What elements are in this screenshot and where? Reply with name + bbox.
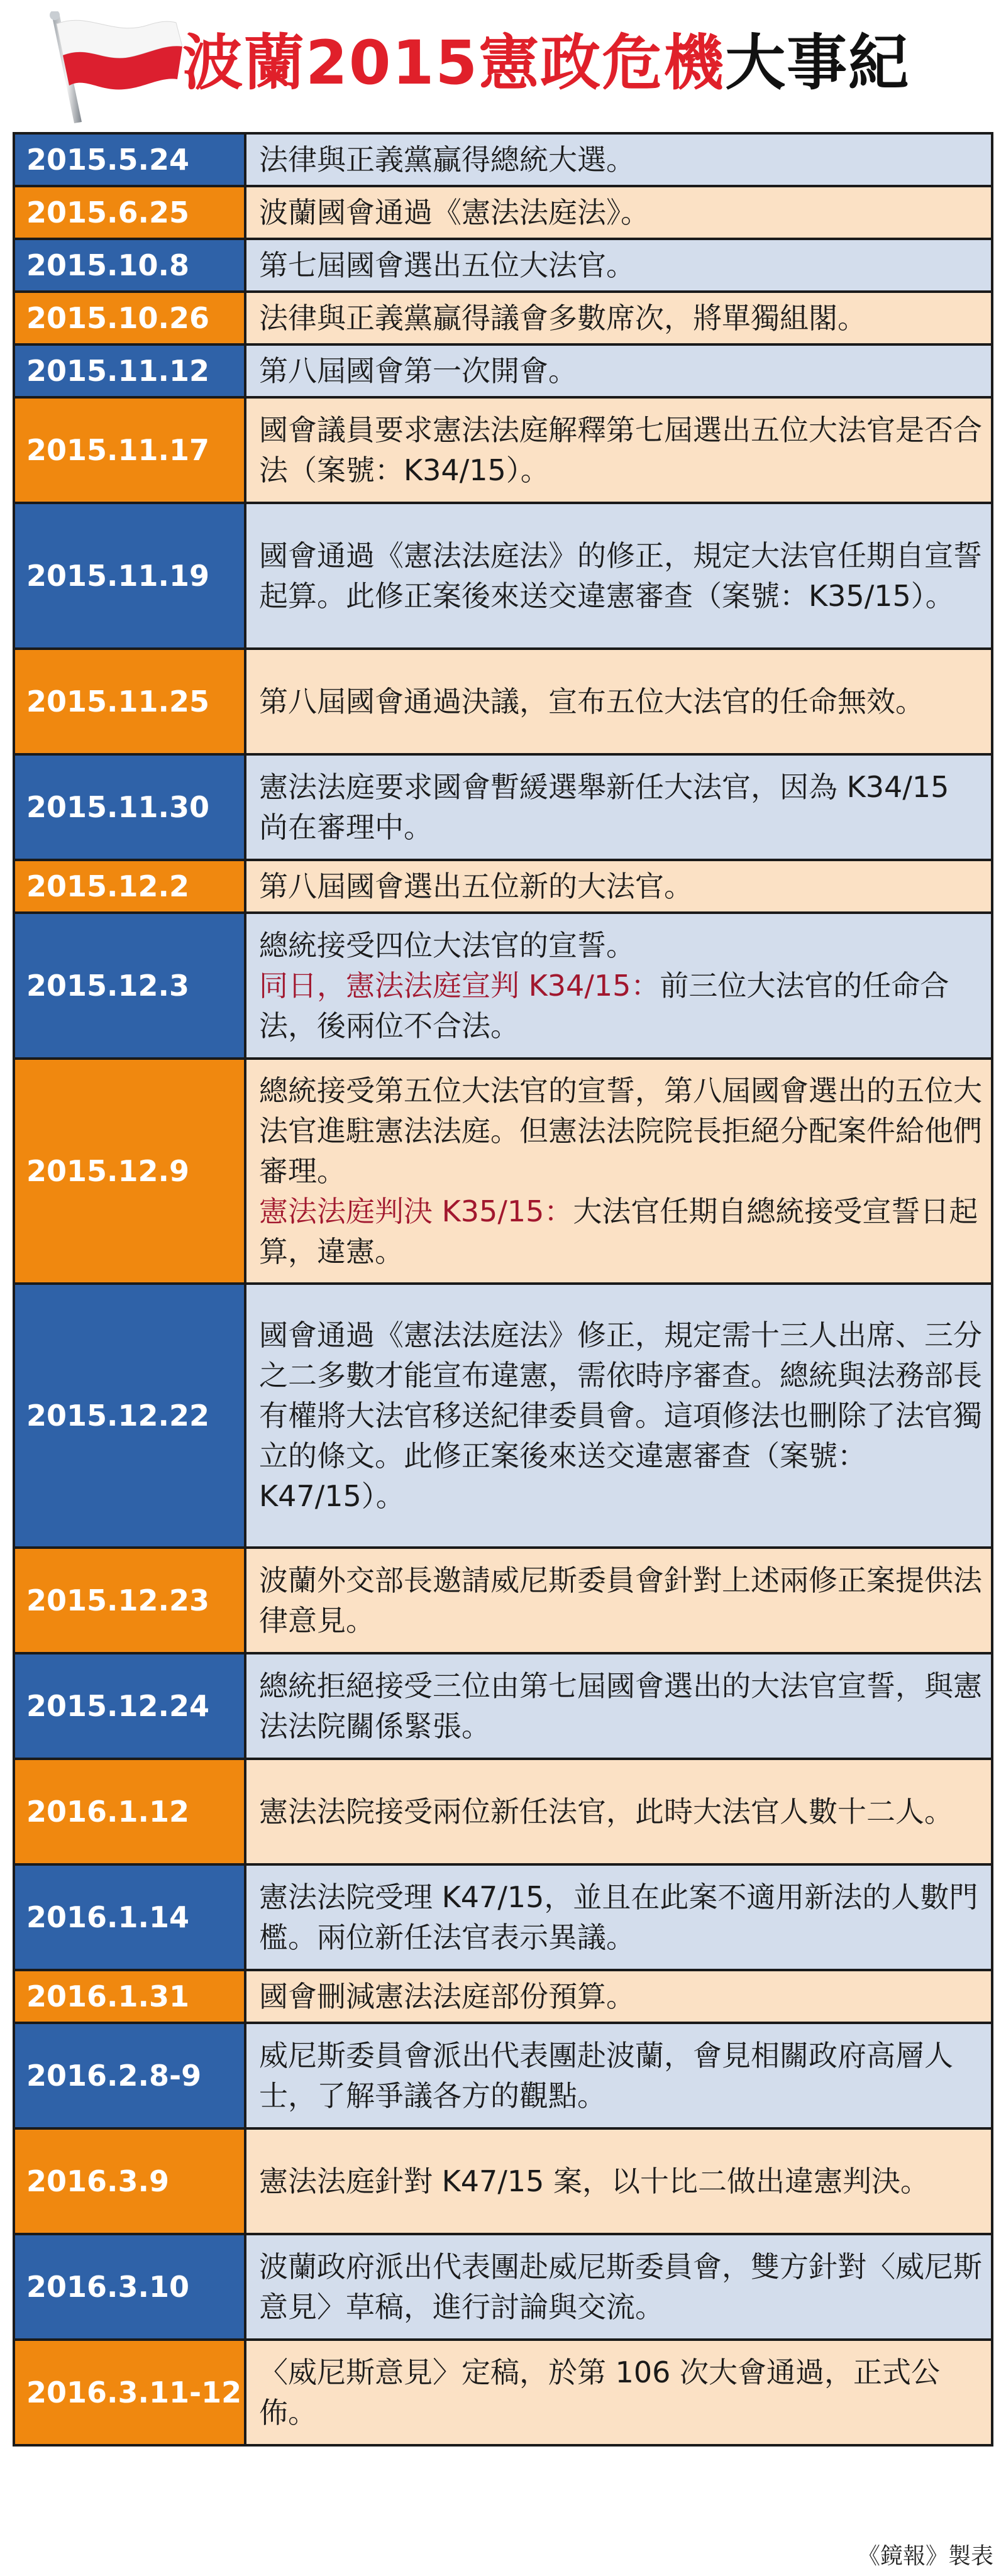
event-ruling xyxy=(259,966,982,1046)
event-description xyxy=(246,2341,991,2444)
event-text: 波蘭政府派出代表團赴威尼斯委員會，雙方針對〈威尼斯意見〉草稿，進行討論與交流。 xyxy=(259,2250,982,2324)
event-text: 第八屆國會第一次開會。 xyxy=(259,354,577,388)
event-description xyxy=(246,293,991,343)
event-text: 國會刪減憲法法庭部份預算。 xyxy=(259,1979,635,2013)
timeline-row xyxy=(13,346,993,399)
event-description xyxy=(246,1866,991,1969)
event-description xyxy=(246,2024,991,2127)
timeline-row xyxy=(13,861,993,914)
event-description xyxy=(246,240,991,290)
event-text: 國會通過《憲法法庭法》修正，規定需十三人出席、三分之二多數才能宣布違憲，需依時序審查。總統與法務部長有權將大法官移送紀律委員會。這項修法也刪除了法官獨立的條文。此修正案後來送交違憲審查（案號：K47/15）。 xyxy=(259,1318,982,1513)
event-date: 2015.12.22 xyxy=(15,1285,246,1546)
event-text: 第八屆國會選出五位新的大法官。 xyxy=(259,869,693,903)
event-description xyxy=(246,346,991,396)
poland-flag-icon xyxy=(38,11,182,124)
event-text: 第八屆國會通過決議，宣布五位大法官的任命無效。 xyxy=(259,685,924,718)
event-date: 2015.11.19 xyxy=(15,504,246,647)
event-date: 2016.1.14 xyxy=(15,1866,246,1969)
event-text: 憲法法院接受兩位新任法官，此時大法官人數十二人。 xyxy=(259,1795,953,1829)
event-description xyxy=(246,650,991,753)
event-description xyxy=(246,1285,991,1546)
timeline-row xyxy=(13,1654,993,1760)
event-date: 2015.12.23 xyxy=(15,1549,246,1652)
timeline-row xyxy=(13,756,993,861)
event-date: 2015.12.9 xyxy=(15,1060,246,1282)
page-title xyxy=(182,25,910,101)
credit-text: 《鏡報》製表 xyxy=(857,2543,993,2569)
timeline-row xyxy=(13,2024,993,2130)
event-description xyxy=(246,2130,991,2233)
event-date: 2015.11.17 xyxy=(15,399,246,502)
event-date: 2015.12.2 xyxy=(15,861,246,911)
event-date: 2015.11.12 xyxy=(15,346,246,396)
timeline-row xyxy=(13,650,993,756)
event-date: 2015.11.30 xyxy=(15,756,246,859)
event-text: 國會議員要求憲法法庭解釋第七屆選出五位大法官是否合法（案號：K34/15）。 xyxy=(259,413,982,487)
timeline-row xyxy=(13,399,993,504)
event-date: 2015.10.26 xyxy=(15,293,246,343)
ruling-highlight: 同日，憲法法庭宣判 K34/15： xyxy=(259,969,660,1003)
event-date: 2016.1.12 xyxy=(15,1760,246,1863)
event-text: 憲法法庭針對 K47/15 案，以十比二做出違憲判決。 xyxy=(259,2164,929,2198)
timeline-row xyxy=(13,1285,993,1549)
event-description xyxy=(246,1060,991,1282)
event-date: 2015.11.25 xyxy=(15,650,246,753)
timeline-table xyxy=(13,132,993,2447)
event-description xyxy=(246,135,991,185)
timeline-row xyxy=(13,2235,993,2341)
event-text: 法律與正義黨贏得總統大選。 xyxy=(259,143,635,177)
event-text: 憲法法院受理 K47/15，並且在此案不適用新法的人數門檻。兩位新任法官表示異議。 xyxy=(259,1880,978,1954)
event-description xyxy=(246,756,991,859)
timeline-row xyxy=(13,504,993,650)
event-date: 2015.12.3 xyxy=(15,914,246,1057)
event-ruling xyxy=(259,1191,982,1272)
event-date: 2016.1.31 xyxy=(15,1971,246,2022)
event-date: 2015.5.24 xyxy=(15,135,246,185)
ruling-text: 前三位大法官的任命合法，後兩位不合法。 xyxy=(259,969,949,1043)
event-text: 總統拒絕接受三位由第七屆國會選出的大法官宣誓，與憲法法院關係緊張。 xyxy=(259,1669,982,1743)
event-description xyxy=(246,2235,991,2338)
event-date: 2016.2.8-9 xyxy=(15,2024,246,2127)
event-description xyxy=(246,1654,991,1758)
event-text: 國會通過《憲法法庭法》的修正，規定大法官任期自宣誓起算。此修正案後來送交違憲審查（案號：K35/15）。 xyxy=(259,539,982,613)
timeline-row xyxy=(13,1549,993,1654)
event-date: 2016.3.9 xyxy=(15,2130,246,2233)
event-text: 波蘭外交部長邀請威尼斯委員會針對上述兩修正案提供法律意見。 xyxy=(259,1563,982,1638)
event-description xyxy=(246,504,991,647)
timeline-row xyxy=(13,2341,993,2447)
header xyxy=(0,0,1006,126)
timeline-row xyxy=(13,240,993,293)
event-text: 威尼斯委員會派出代表團赴波蘭，會見相關政府高層人士，了解爭議各方的觀點。 xyxy=(259,2039,953,2113)
event-description xyxy=(246,1549,991,1652)
title-red: 波蘭2015憲政危機 xyxy=(182,28,726,98)
event-text: 總統接受四位大法官的宣誓。 xyxy=(259,928,635,962)
event-date: 2016.3.11-12 xyxy=(15,2341,246,2444)
event-description xyxy=(246,861,991,911)
event-text: 〈威尼斯意見〉定稿，於第 106 次大會通過，正式公佈。 xyxy=(259,2355,941,2430)
timeline-row xyxy=(13,1060,993,1285)
timeline-row xyxy=(13,2130,993,2235)
timeline-row xyxy=(13,1971,993,2024)
timeline-row xyxy=(13,293,993,346)
event-text: 憲法法庭要求國會暫緩選舉新任大法官，因為 K34/15 尚在審理中。 xyxy=(259,770,949,844)
event-text: 波蘭國會通過《憲法法庭法》。 xyxy=(259,195,649,229)
event-text: 第七屆國會選出五位大法官。 xyxy=(259,248,635,282)
event-description xyxy=(246,187,991,238)
event-description xyxy=(246,1971,991,2022)
event-date: 2015.10.8 xyxy=(15,240,246,290)
event-date: 2015.12.24 xyxy=(15,1654,246,1758)
event-description xyxy=(246,914,991,1057)
timeline-row xyxy=(13,135,993,187)
timeline-row xyxy=(13,914,993,1060)
ruling-highlight: 憲法法庭判決 K35/15： xyxy=(259,1194,573,1228)
event-description xyxy=(246,1760,991,1863)
timeline-row xyxy=(13,187,993,240)
event-date: 2016.3.10 xyxy=(15,2235,246,2338)
event-text: 總統接受第五位大法官的宣誓，第八屆國會選出的五位大法官進駐憲法法庭。但憲法法院院長拒絕分配案件給他們審理。 xyxy=(259,1074,982,1188)
event-date: 2015.6.25 xyxy=(15,187,246,238)
ruling-text: 大法官任期自總統接受宣誓日起算，違憲。 xyxy=(259,1194,978,1269)
title-black: 大事紀 xyxy=(725,28,910,98)
timeline-row xyxy=(13,1866,993,1971)
event-description xyxy=(246,399,991,502)
event-text: 法律與正義黨贏得議會多數席次，將單獨組閣。 xyxy=(259,301,866,335)
timeline-row xyxy=(13,1760,993,1866)
